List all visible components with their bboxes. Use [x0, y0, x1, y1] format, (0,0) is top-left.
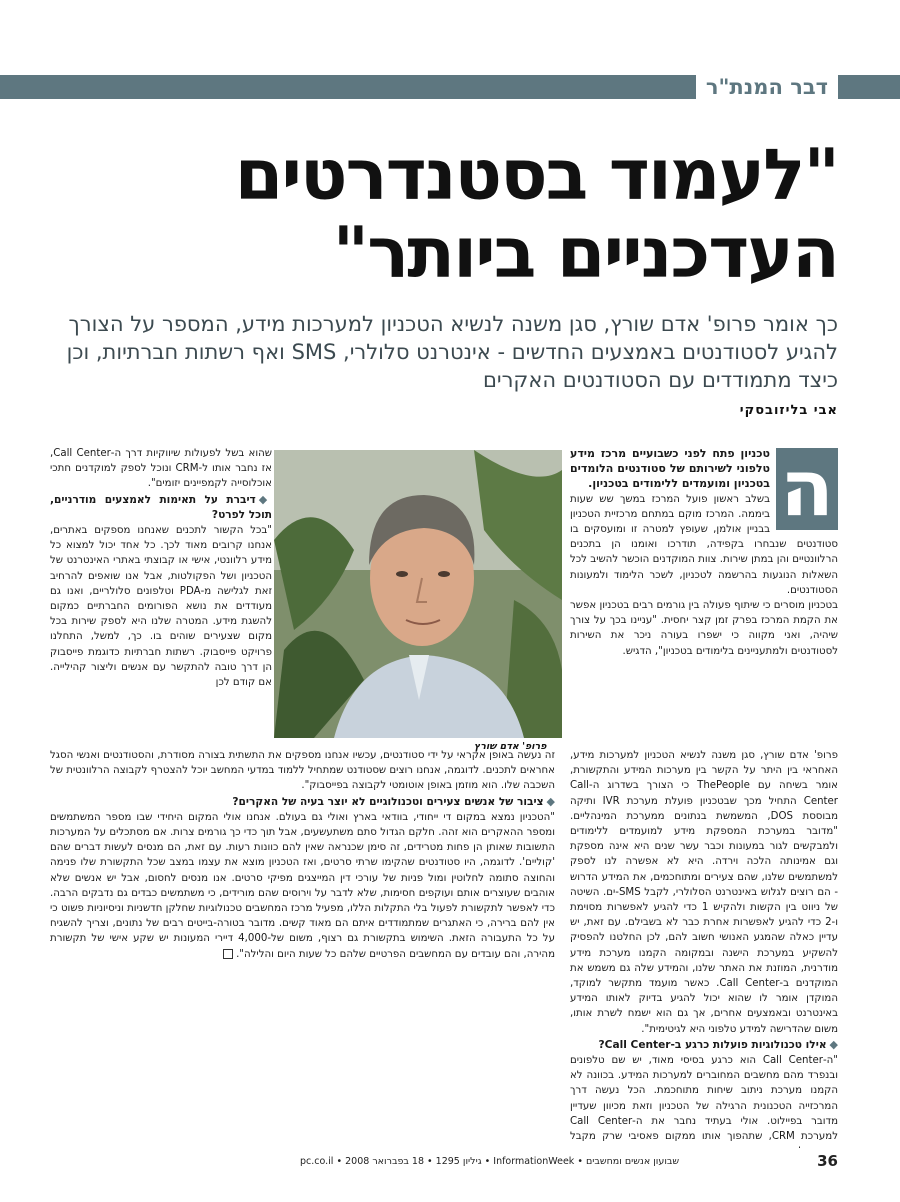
question-2-text: אילו טכנולוגיות פועלות כרגע ב-Call Center? — [598, 1038, 827, 1051]
lower-columns — [50, 748, 838, 1148]
lower-right-paragraph: פרופ' אדם שורץ, סגן משנה לנשיא הטכניון למערכות מידע, האחראי בין היתר על הקשר בין מערכות המידע והתקשורת, אומר בשיחה עם ThePeople כי הצורך בשדרוג ה-Call Center התחיל מכך שבטכניון פועלת מערכת IVR ותיקה מבוססת DOS, המשמשת בנתונים ממערכת המינהליים. "מדובר במערכת המספקת מידע למועמדים ללימודים ולמבקשים לגור במעונות וכבר עשר שנים היא אינה מספקת וגם אמינותה הלכה וירדה. היא לא אפשרה לנו לספק למשתמשים שלנו, שהם צעירים ומתוחכמים, את המידע הדרוש - הם רוצים לגלוש באינטרנט הסלולרי, לקבל SMS-ים. השיטה של ניווט בין הקשות ולהקיש 1 כדי להגיע לאפשרות מסוימת ו-2 כדי להגיע לאפשרות אחרת כבר לא בשבילם. עם זאת, יש עדיין כאלה שהמגע האנושי חשוב להם, לכן החלטנו להפסיק להשקיע במערכת הישנה ובמקומה הקמנו מערכת מידע מודרנית, המוזנת את האתר שלנו, והמידע שלה גם משמש את המוקדנים ב-Call Center. כאשר מועמד מתקשר למוקד, המוקדן אומר לו שהוא יכול להגיע בדיוק לאותו המידע באינטרנט ובאמצעים אחרים, אך גם הוא ישמח לשרת אותו, משום שהדרישה למידע טלפוני היא לגיטימית". — [570, 750, 838, 1035]
portrait-illustration — [274, 450, 562, 738]
intro-column — [570, 446, 838, 748]
intro-paragraph-1: בשלב ראשון פועל המרכז במשך שש שעות ביממה. המרכז מוקם במתחם מרכזיית הטכניון בבניין אולמן, שעופץ למטרה זו ומועסקים בו סטודנטים שנבחרו בקפידה, תודרכו ואומנו הן בתכנים הרלוונטיים והן במתן שירות. צוות המוקדנים הוכשר להשיב לכל השאלות הנוגעות בהרשמה לטכניון, לשכר הלימוד ולמעונות הסטודנטים. — [570, 493, 838, 596]
photo-caption: פרופ' אדם שורץ — [474, 741, 547, 752]
left-paragraph: שהוא בשל לפעולות שיווקיות דרך ה-Call Center, אז נחבר אותו ל-CRM ונוכל לספק למוקדנים חתכי אוכלוסייה לקמפיינים יזומים". — [50, 448, 272, 490]
lower-left-paragraph: זה נעשה באופן אקראי על ידי סטודנטים, עכשיו אנחנו מספקים את התשתית בצורה מסודרת, והסטודנטים ואנשי הסגל אחראים לתכנים. לדוגמה, אנחנו רוצים שסטודנט שמתחיל ללמוד במדעי המחשב יוכל להצטרף לקבוצה הרלוונטית של השכבה שלו. הוא מוזמן באופן אוטומטי לקבוצה בפייסבוק". — [50, 750, 555, 792]
page-footer — [300, 1152, 838, 1172]
lower-left-column — [50, 748, 555, 962]
drop-cap: ה — [776, 448, 838, 530]
answer-1: "בכל הקשור לתכנים שאנחנו מספקים באתרים, אנחנו קרובים מאוד לכך. כל אחד יכול למצוא כל מידע רלוונטי, אישי או קבוצתי באתרי האינטרנט של הטכניון ושל הפקולטות, אבל אנו שואפים להרחיב זאת לגלישה מ-PDA וטלפונים סלולריים, ואנו גם מעודדים את נושא הפורומים החברתיים כמקום להשגת מידע. המטרה שלנו היא לספק שירות בכל מקום שצעירים שוהים בו. כך, למשל, התחלנו פרויקט פייסבוק. רשתות חברתיות כדוגמת פייסבוק הן דרך טובה להתקשר עם אנשים וליצור קהילייה. אם קודם לכן — [50, 525, 272, 689]
section-bar — [0, 75, 900, 99]
question-heading-2 — [570, 1037, 838, 1053]
diamond-icon: ◆ — [829, 1037, 838, 1051]
question-heading-1 — [50, 492, 272, 523]
headline-line-2: העדכניים ביותר" — [332, 212, 838, 294]
diamond-icon: ◆ — [258, 492, 272, 506]
headline — [58, 136, 838, 292]
question-3-text: ציבור של אנשים צעירים וטכנולוגיים לא יוצר בעיה של האקרים? — [232, 795, 544, 808]
byline: אבי בליזובסקי — [739, 403, 838, 418]
answer-2: "ה-Call Center הוא כרגע בסיסי מאוד, יש שם טלפונים ובנפרד מהם מחשבים המחוברים למערכות המידע. בכוונה לא הקמנו מערכת ניתוב שיחות מתוחכמת. הכל נעשה דרך המרכזייה הטכנונית הרגילה של הטכניון וזאת מכיוון שעדיין מדובר בפיילוט. אולי בעתיד נחבר את ה-Call Center למערכת CRM, שתהפוך אותו ממקום פאסיבי שרק מקבל — [570, 1055, 838, 1143]
diamond-icon: ◆ — [546, 794, 555, 808]
question-1-text: דיברת על תאימות לאמצעים מודרניים, תוכל לפרט? — [50, 493, 272, 521]
subhead: כך אומר פרופ' אדם שורץ, סגן משנה לנשיא הטכניון למערכות מידע, המספר על הצורך להגיע לסטודנטים באמצעים החדשים - אינטרנט סלולרי, SMS ואף רשתות חברתיות, וכן כיצד מתמודדים עם הסטודנטים האקרים — [66, 312, 838, 392]
answer-3-text: "הטכניון נמצא במקום די ייחודי, בוודאי בארץ ואולי גם בעולם. אנחנו אולי המקום היחידי שבו מספר המשתמשים ומספר ההאקרים הוא זהה. חלקם הגדול סתם משתעשעים, אבל תוך כדי כך גורמים צרות. אם מסתכלים על המערכות התשובות שאותן הן פחות מטרידים, זה סימן שכנראה שאין להם כוונות רעות. עם זאת, הם מנסים לעשות דברים שהם 'קוליים'. לדוגמה, היו סטודנטים שהקימו שרתי סרטים, ואז הטכניון מוצא את עצמו במצב שכל התקשורת שלו פנימה והחוצה סתומה לחלוטין ומול פניות של עורכי דין המייצגים מפיקי סרטים. אנו מנסים לחסום, אבל יש אנשים שלא אוהבים שעוצרים אותם ועוקפים חסימות, שלא לדבר על וירוסים שהם מורידים, כי משתמשים כבדים גם נדבקים הרבה. כדי לאפשר לתקשורת לפעול בלי התקלות הללו, מפעיל מרכז המחשבים טכנולוגיות שחלקן חדשניות וניסיוניות פשוט כי אין להם ברירה, כי האתגרים שמתמודדים איתם הם מאוד קשים. מדובר בטורה-בייטים רבים של נתונים, וצריך להשגיח על כל התעבורה הזאת. השימוש בתקשורת גם רצוף, משום של-4,000 דיירי המעונות יש שקע אישי של תקשורת מהירה, והם עובדים עם המחשבים הפרטיים שלהם כל שעות היום והלילה". — [50, 811, 555, 960]
lower-right-column — [570, 748, 838, 1148]
question-heading-3 — [50, 794, 555, 810]
headline-line-1: "לעמוד בסטנדרטים — [234, 134, 838, 216]
intro-paragraph-2: בטכניון מוסרים כי שיתוף פעולה בין גורמים רבים בטכניון אפשר את הקמת המרכז בפרק זמן קצר יחסית. "עניינו בכך על צורך שיהיה, ואני מקווה כי ישפרו בעורה ניכר את השירות לסטודנטים ולמתעניינים בלימודים בטכניון", הדגיש. — [570, 600, 838, 657]
portrait-photo — [274, 450, 562, 738]
section-label: דבר המנת"ר — [696, 75, 838, 99]
answer-3 — [50, 810, 555, 962]
end-of-article-icon — [223, 949, 233, 959]
footer-publication: שבועון אנשים ומחשבים • InformationWeek • גיליון 1295 • 18 בפברואר 2008 • pc.co.il — [300, 1156, 680, 1167]
lead-paragraph: טכניון פתח לפני כשבועיים מרכז מידע טלפוני לשירותם של סטודנטים הלומדים בטכניון ומועמדים ללימודים בטכניון. — [570, 447, 770, 491]
left-column — [50, 446, 272, 748]
page-number: 36 — [817, 1152, 838, 1170]
